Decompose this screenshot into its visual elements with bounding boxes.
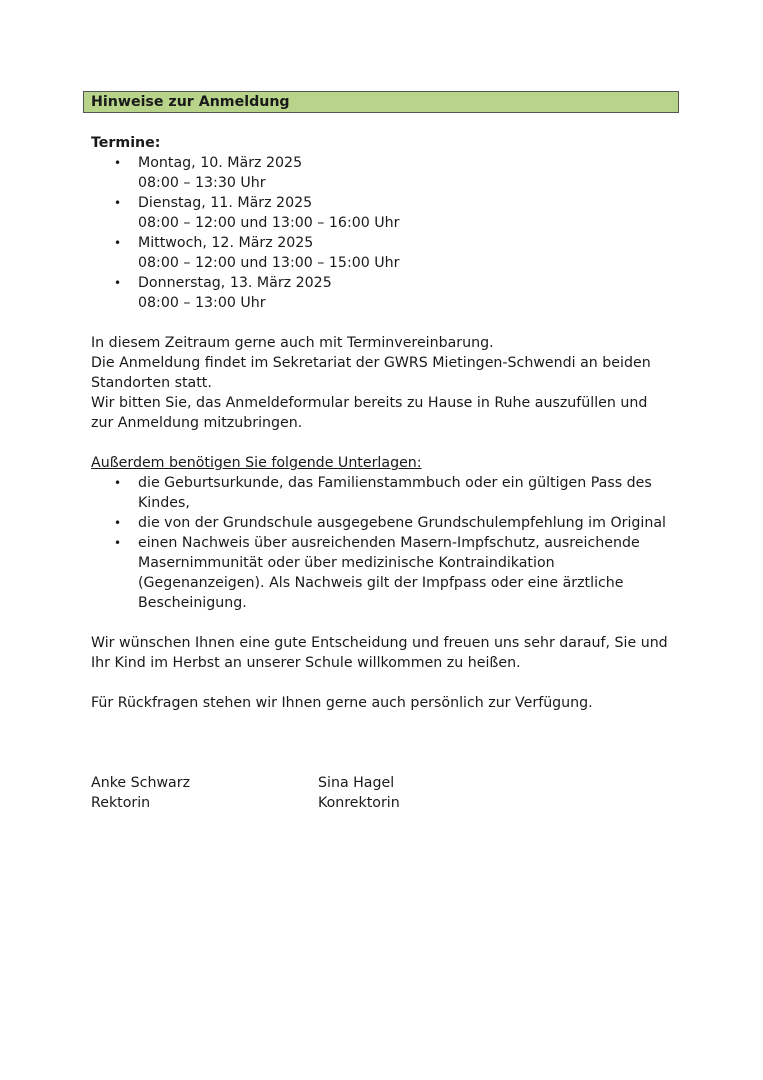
- signature-role: Konrektorin: [318, 795, 400, 811]
- termin-day: Montag, 10. März 2025: [138, 155, 303, 171]
- spacer: [91, 613, 691, 633]
- documents-list: [91, 473, 691, 613]
- info-line: zur Anmeldung mitzubringen.: [91, 415, 303, 431]
- list-item: [91, 473, 691, 513]
- termin-time: 08:00 – 13:30 Uhr: [138, 175, 266, 191]
- document-item-line: Bescheinigung.: [138, 595, 247, 611]
- document-item-line: die von der Grundschule ausgegebene Grundschulempfehlung im Original: [138, 515, 666, 531]
- signature-name: Sina Hagel: [318, 775, 395, 791]
- bullet-icon: •: [114, 196, 122, 210]
- termin-time: 08:00 – 12:00 und 13:00 – 15:00 Uhr: [138, 255, 400, 271]
- bullet-icon: •: [114, 536, 122, 550]
- info-paragraph: [91, 333, 691, 433]
- spacer: [91, 713, 691, 733]
- document-body: [91, 133, 691, 813]
- termin-time: 08:00 – 12:00 und 13:00 – 16:00 Uhr: [138, 215, 400, 231]
- list-item: [91, 153, 691, 193]
- list-item: [91, 193, 691, 233]
- section-header: [83, 91, 679, 113]
- signature-name: Anke Schwarz: [91, 775, 191, 791]
- termin-time: 08:00 – 13:00 Uhr: [138, 295, 266, 311]
- termin-day: Dienstag, 11. März 2025: [138, 195, 313, 211]
- termine-list: [91, 153, 691, 313]
- bullet-icon: •: [114, 156, 122, 170]
- closing-paragraph: [91, 633, 691, 673]
- document-item-line: Masernimmunität oder über medizinische Kontraindikation: [138, 555, 555, 571]
- list-item: [91, 533, 691, 613]
- contact-line: Für Rückfragen stehen wir Ihnen gerne auch persönlich zur Verfügung.: [91, 695, 593, 711]
- closing-line: Ihr Kind im Herbst an unserer Schule willkommen zu heißen.: [91, 655, 521, 671]
- termin-day: Donnerstag, 13. März 2025: [138, 275, 332, 291]
- section-header-title: Hinweise zur Anmeldung: [91, 94, 290, 110]
- bullet-icon: •: [114, 236, 122, 250]
- document-item-line: einen Nachweis über ausreichenden Masern-Impfschutz, ausreichende: [138, 535, 640, 551]
- signature-role: Rektorin: [91, 795, 151, 811]
- list-item: [91, 273, 691, 313]
- document-item-line: Kindes,: [138, 495, 190, 511]
- closing-line: Wir wünschen Ihnen eine gute Entscheidung und freuen uns sehr darauf, Sie und: [91, 635, 668, 651]
- bullet-icon: •: [114, 476, 122, 490]
- spacer: [91, 753, 691, 773]
- bullet-icon: •: [114, 516, 122, 530]
- document-item-line: die Geburtsurkunde, das Familienstammbuch oder ein gültigen Pass des: [138, 475, 652, 491]
- spacer: [91, 313, 691, 333]
- spacer: [91, 673, 691, 693]
- list-item: [91, 233, 691, 273]
- termine-title: Termine:: [91, 135, 161, 151]
- document-item-line: (Gegenanzeigen). Als Nachweis gilt der Impfpass oder eine ärztliche: [138, 575, 624, 591]
- documents-title: Außerdem benötigen Sie folgende Unterlagen:: [91, 455, 422, 471]
- signature-roles-row: [91, 793, 691, 813]
- info-line: Standorten statt.: [91, 375, 212, 391]
- spacer: [91, 433, 691, 453]
- spacer: [91, 733, 691, 753]
- termin-day: Mittwoch, 12. März 2025: [138, 235, 314, 251]
- signature-names-row: [91, 773, 691, 793]
- info-line: Wir bitten Sie, das Anmeldeformular bereits zu Hause in Ruhe auszufüllen und: [91, 395, 648, 411]
- info-line: In diesem Zeitraum gerne auch mit Terminvereinbarung.: [91, 335, 494, 351]
- list-item: [91, 513, 691, 533]
- bullet-icon: •: [114, 276, 122, 290]
- info-line: Die Anmeldung findet im Sekretariat der GWRS Mietingen-Schwendi an beiden: [91, 355, 651, 371]
